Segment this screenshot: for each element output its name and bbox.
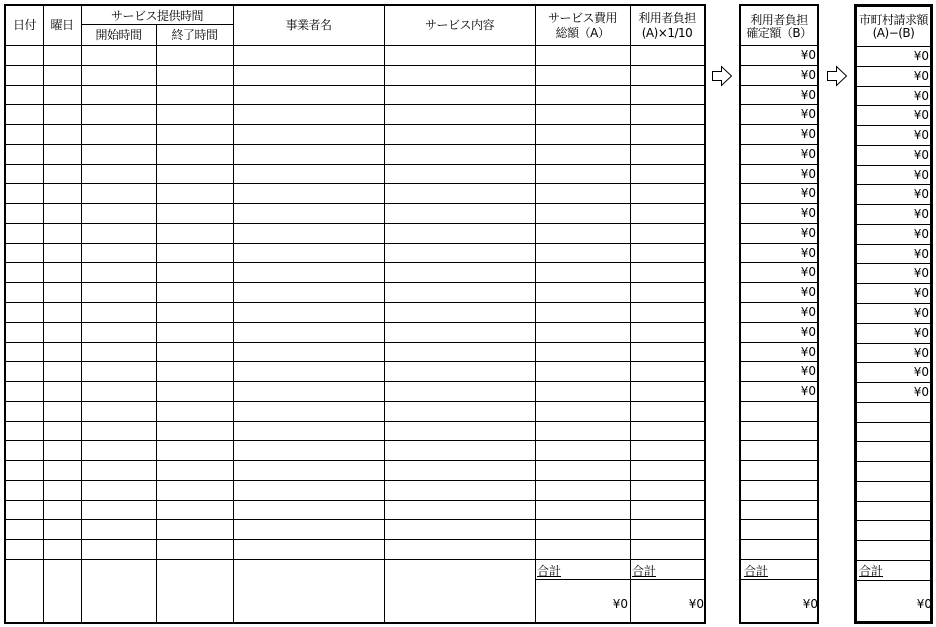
row-divider [741, 65, 817, 66]
row-divider [6, 519, 704, 520]
row-divider [857, 422, 930, 423]
row-divider [6, 183, 704, 184]
amount-cell: ¥0 [800, 206, 816, 220]
row-divider [857, 66, 930, 67]
right-arrow-icon [711, 65, 733, 87]
row-divider [6, 124, 704, 125]
amount-cell: ¥0 [913, 266, 929, 280]
total-label-divider [857, 580, 930, 581]
header-service-time: サービス提供時間 [110, 9, 203, 23]
amount-cell: ¥0 [913, 326, 929, 340]
amount-cell: ¥0 [800, 167, 816, 181]
amount-cell: ¥0 [913, 365, 929, 379]
row-divider [857, 382, 930, 383]
row-divider [741, 203, 817, 204]
row-divider [857, 244, 930, 245]
subheader-divider [81, 24, 233, 25]
row-divider [857, 165, 930, 166]
row-divider [6, 322, 704, 323]
row-divider [857, 105, 930, 106]
header-divider [6, 45, 704, 46]
row-divider [741, 302, 817, 303]
confirmed-total-value: ¥0 [802, 597, 818, 611]
confirmed-header [741, 14, 817, 40]
row-divider [857, 323, 930, 324]
footer-divider [741, 559, 817, 560]
row-divider [6, 144, 704, 145]
footer-divider [857, 560, 930, 561]
header-user-share [630, 12, 704, 40]
amount-cell: ¥0 [800, 265, 816, 279]
row-divider [741, 500, 817, 501]
row-divider [6, 282, 704, 283]
amount-cell: ¥0 [800, 384, 816, 398]
column-divider [43, 6, 44, 622]
header-total-cost-line1: サービス費用 [547, 11, 617, 25]
header-weekday: 曜日 [50, 18, 74, 32]
municipal-billing-table [854, 4, 933, 624]
billing-header-line1: 市町村請求額 [858, 13, 928, 27]
row-divider [741, 183, 817, 184]
row-divider [741, 440, 817, 441]
row-divider [6, 203, 704, 204]
row-divider [741, 519, 817, 520]
row-divider [741, 361, 817, 362]
confirmed-header-line1: 利用者負担 [750, 13, 808, 27]
row-divider [741, 85, 817, 86]
column-divider [535, 6, 536, 622]
billing-total-value: ¥0 [916, 597, 932, 611]
row-divider [857, 461, 930, 462]
confirmed-amount-table [739, 4, 819, 624]
row-divider [741, 144, 817, 145]
column-divider [384, 6, 385, 622]
amount-cell: ¥0 [913, 128, 929, 142]
billing-total-label: 合計 [859, 564, 884, 578]
confirmed-header-line2: 確定額（B） [746, 26, 812, 40]
billing-header [857, 14, 930, 40]
row-divider [857, 520, 930, 521]
amount-cell: ¥0 [800, 88, 816, 102]
row-divider [857, 343, 930, 344]
column-divider [156, 24, 157, 622]
row-divider [741, 539, 817, 540]
row-divider [741, 322, 817, 323]
header-user-share-line1: 利用者負担 [638, 11, 696, 25]
total-share-value: ¥0 [688, 597, 704, 611]
amount-cell: ¥0 [913, 108, 929, 122]
row-divider [741, 460, 817, 461]
row-divider [741, 104, 817, 105]
row-divider [857, 204, 930, 205]
row-divider [6, 460, 704, 461]
amount-cell: ¥0 [800, 325, 816, 339]
row-divider [6, 381, 704, 382]
amount-cell: ¥0 [800, 226, 816, 240]
amount-cell: ¥0 [800, 345, 816, 359]
row-divider [741, 164, 817, 165]
row-divider [857, 283, 930, 284]
header-date: 日付 [12, 18, 36, 32]
row-divider [6, 500, 704, 501]
amount-cell: ¥0 [800, 68, 816, 82]
row-divider [741, 342, 817, 343]
row-divider [6, 440, 704, 441]
header-user-share-line2: (A)×1/10 [641, 26, 693, 40]
row-divider [6, 243, 704, 244]
row-divider [6, 65, 704, 66]
row-divider [857, 481, 930, 482]
amount-cell: ¥0 [913, 148, 929, 162]
row-divider [857, 263, 930, 264]
total-cost-value: ¥0 [612, 597, 628, 611]
row-divider [741, 401, 817, 402]
amount-cell: ¥0 [800, 147, 816, 161]
amount-cell: ¥0 [913, 49, 929, 63]
header-end-time: 終了時間 [171, 28, 218, 42]
amount-cell: ¥0 [800, 364, 816, 378]
row-divider [6, 302, 704, 303]
row-divider [6, 164, 704, 165]
row-divider [741, 262, 817, 263]
service-record-table [4, 4, 706, 624]
row-divider [857, 184, 930, 185]
amount-cell: ¥0 [800, 305, 816, 319]
row-divider [6, 223, 704, 224]
confirmed-total-label: 合計 [744, 564, 769, 578]
header-total-cost [535, 12, 630, 40]
right-arrow-icon [826, 65, 848, 87]
header-service-content: サービス内容 [424, 18, 494, 32]
row-divider [6, 421, 704, 422]
row-divider [741, 282, 817, 283]
row-divider [741, 124, 817, 125]
row-divider [857, 125, 930, 126]
row-divider [857, 402, 930, 403]
row-divider [6, 361, 704, 362]
amount-cell: ¥0 [913, 168, 929, 182]
row-divider [6, 104, 704, 105]
row-divider [6, 85, 704, 86]
header-start-time: 開始時間 [95, 28, 142, 42]
amount-cell: ¥0 [800, 285, 816, 299]
total-label-cost: 合計 [537, 564, 562, 578]
column-divider [233, 6, 234, 622]
header-divider [741, 45, 817, 46]
amount-cell: ¥0 [913, 207, 929, 221]
row-divider [741, 243, 817, 244]
billing-header-line2: (A)−(B) [872, 26, 915, 40]
total-label-divider [535, 579, 704, 580]
row-divider [857, 362, 930, 363]
amount-cell: ¥0 [913, 286, 929, 300]
amount-cell: ¥0 [913, 247, 929, 261]
amount-cell: ¥0 [913, 306, 929, 320]
total-label-divider [741, 579, 817, 580]
row-divider [6, 401, 704, 402]
header-provider: 事業者名 [285, 18, 332, 32]
row-divider [857, 224, 930, 225]
row-divider [6, 539, 704, 540]
amount-cell: ¥0 [913, 187, 929, 201]
row-divider [741, 223, 817, 224]
row-divider [741, 421, 817, 422]
column-divider [630, 6, 631, 622]
row-divider [857, 540, 930, 541]
column-divider [81, 6, 82, 622]
amount-cell: ¥0 [913, 385, 929, 399]
amount-cell: ¥0 [913, 69, 929, 83]
row-divider [857, 86, 930, 87]
row-divider [857, 501, 930, 502]
amount-cell: ¥0 [800, 48, 816, 62]
footer-divider [6, 559, 704, 560]
row-divider [741, 480, 817, 481]
row-divider [857, 441, 930, 442]
amount-cell: ¥0 [913, 89, 929, 103]
amount-cell: ¥0 [913, 346, 929, 360]
row-divider [6, 262, 704, 263]
amount-cell: ¥0 [800, 127, 816, 141]
header-total-cost-line2: 総額（A） [555, 26, 610, 40]
amount-cell: ¥0 [800, 186, 816, 200]
row-divider [857, 145, 930, 146]
row-divider [6, 342, 704, 343]
total-label-share: 合計 [632, 564, 657, 578]
header-divider [857, 46, 930, 47]
row-divider [741, 381, 817, 382]
row-divider [857, 303, 930, 304]
amount-cell: ¥0 [800, 107, 816, 121]
amount-cell: ¥0 [800, 246, 816, 260]
row-divider [6, 480, 704, 481]
amount-cell: ¥0 [913, 227, 929, 241]
